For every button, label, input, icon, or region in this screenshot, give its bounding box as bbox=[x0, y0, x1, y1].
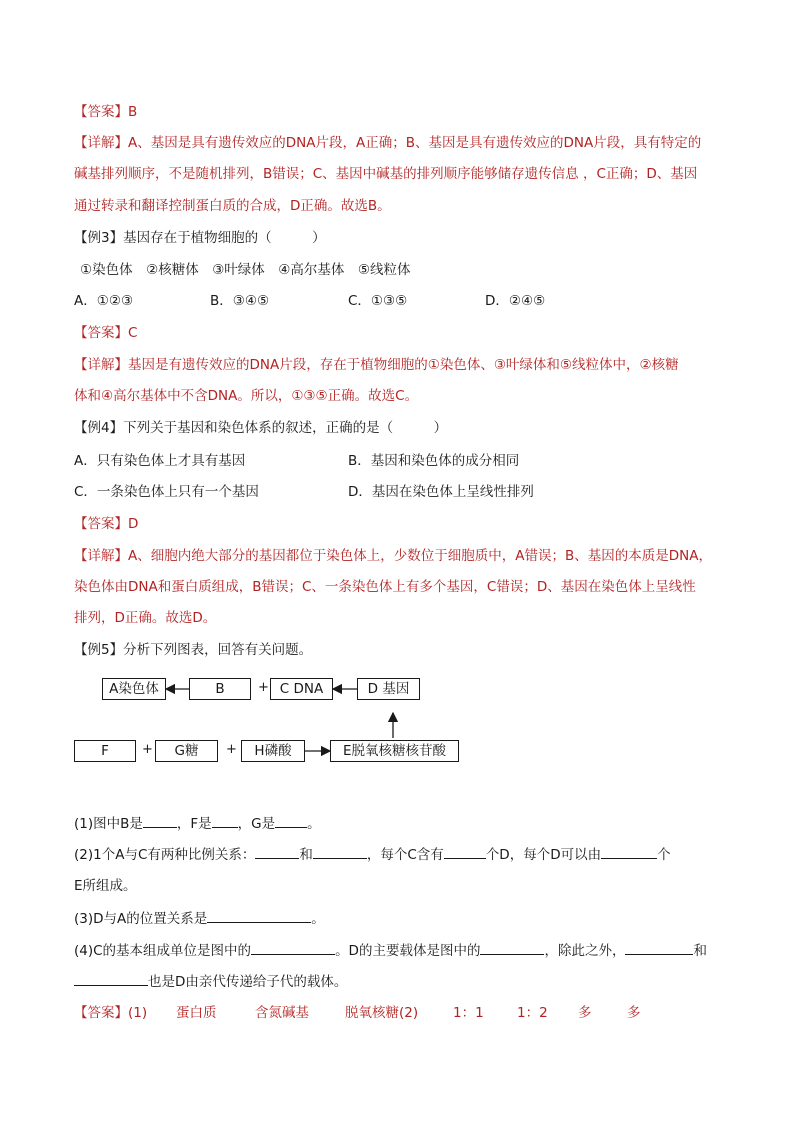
ex3-option-b: B．③④⑤ bbox=[210, 293, 270, 309]
ex3-answer-line: 【答案】C bbox=[74, 325, 138, 341]
ex3-detail-line-1: 【详解】基因是有遗传效应的DNA片段，存在于植物细胞的①染色体、③叶绿体和⑤线粒体中，②核糖 bbox=[74, 357, 679, 373]
box-f: F bbox=[74, 740, 136, 762]
ex5-answer-7: 多 bbox=[578, 1005, 592, 1021]
answer-tag: 【答案】 bbox=[74, 104, 128, 120]
ex5-q3: (3)D与A的位置关系是 。 bbox=[74, 908, 325, 929]
ex3-option-d: D．②④⑤ bbox=[485, 293, 546, 309]
ex5-question: 【例5】分析下列图表，回答有关问题。 bbox=[74, 642, 313, 658]
ex4-option-a: A．只有染色体上才具有基因 bbox=[74, 453, 246, 469]
box-c-dna: C DNA bbox=[270, 678, 333, 700]
ex5-answer-5: 1：1 bbox=[453, 1005, 484, 1021]
ex4-detail-line-1: 【详解】A、细胞内绝大部分的基因都位于染色体上，少数位于细胞质中，A错误；B、基因的本质是DNA， bbox=[74, 548, 712, 564]
ex5-answer-2: 蛋白质 bbox=[176, 1005, 217, 1021]
ex5-q1: (1)图中B是 ，F是 ，G是 。 bbox=[74, 813, 321, 834]
plus-sign: + bbox=[258, 680, 269, 695]
blank[interactable] bbox=[143, 813, 177, 828]
ex4-option-d: D．基因在染色体上呈线性排列 bbox=[348, 484, 534, 500]
ex2-detail-line-1: 【详解】A、基因是具有遗传效应的DNA片段，A正确；B、基因是具有遗传效应的DNA片段，具有特定的 bbox=[74, 135, 702, 151]
ex5-answer-tag: 【答案】 bbox=[74, 1005, 128, 1021]
ex5-answer-4: 脱氧核糖(2) bbox=[345, 1005, 419, 1021]
ex5-answer-3: 含氮碱基 bbox=[255, 1005, 309, 1021]
box-e-nucleotide: E脱氧核糖核苷酸 bbox=[330, 740, 459, 762]
ex3-option-c: C．①③⑤ bbox=[348, 293, 408, 309]
ex5-q4-cont: 也是D由亲代传递给子代的载体。 bbox=[74, 971, 347, 992]
ex4-option-c: C．一条染色体上只有一个基因 bbox=[74, 484, 259, 500]
ex4-option-b: B．基因和染色体的成分相同 bbox=[348, 453, 520, 469]
ex4-detail-line-2: 染色体由DNA和蛋白质组成，B错误；C、一条染色体上有多个基因，C错误；D、基因在染色体上呈线性 bbox=[74, 579, 696, 595]
blank[interactable] bbox=[601, 844, 657, 859]
box-b: B bbox=[189, 678, 251, 700]
detail-tag: 【详解】 bbox=[74, 135, 128, 151]
blank[interactable] bbox=[313, 844, 367, 859]
ex3-question: 【例3】基因存在于植物细胞的（ ） bbox=[74, 230, 326, 246]
ex5-q4: (4)C的基本组成单位是图中的 。D的主要载体是图中的 ，除此之外， 和 bbox=[74, 940, 707, 961]
plus-sign: + bbox=[142, 742, 153, 757]
box-h-phosphate: H磷酸 bbox=[241, 740, 305, 762]
ex5-answer-1: (1) bbox=[128, 1005, 148, 1021]
ex4-answer-line: 【答案】D bbox=[74, 516, 139, 532]
ex5-answer-6: 1：2 bbox=[517, 1005, 548, 1021]
blank[interactable] bbox=[275, 813, 307, 828]
blank[interactable] bbox=[480, 940, 544, 955]
blank[interactable] bbox=[251, 940, 335, 955]
blank[interactable] bbox=[212, 813, 238, 828]
ex5-answer-8: 多 bbox=[627, 1005, 641, 1021]
blank[interactable] bbox=[207, 908, 311, 923]
ex2-detail-line-2: 碱基排列顺序，不是随机排列，B错误；C、基因中碱基的排列顺序能够储存遗传信息 ，C正确；D、基因 bbox=[74, 166, 698, 182]
plus-sign: + bbox=[226, 742, 237, 757]
ex5-q2-cont: E所组成。 bbox=[74, 878, 137, 894]
blank[interactable] bbox=[625, 940, 693, 955]
box-g-sugar: G糖 bbox=[155, 740, 218, 762]
ex2-detail-line-3: 通过转录和翻译控制蛋白质的合成，D正确。故选B。 bbox=[74, 198, 391, 214]
box-d-gene: D 基因 bbox=[357, 678, 420, 700]
ex3-option-a: A．①②③ bbox=[74, 293, 134, 309]
box-a-chromosome: A染色体 bbox=[102, 678, 166, 700]
ex4-question: 【例4】下列关于基因和染色体系的叙述，正确的是（ ） bbox=[74, 420, 448, 436]
blank[interactable] bbox=[255, 844, 299, 859]
ex3-detail-line-2: 体和④高尔基体中不含DNA。所以，①③⑤正确。故选C。 bbox=[74, 388, 419, 404]
blank[interactable] bbox=[444, 844, 486, 859]
answer-value: B bbox=[128, 104, 138, 120]
ex3-items: ①染色体 ②核糖体 ③叶绿体 ④高尔基体 ⑤线粒体 bbox=[80, 262, 411, 278]
ex4-detail-line-3: 排列，D正确。故选D。 bbox=[74, 610, 217, 626]
blank[interactable] bbox=[74, 971, 148, 986]
ex5-q2: (2)1个A与C有两种比例关系： 和 ，每个C含有 个D，每个D可以由 个 bbox=[74, 844, 671, 865]
